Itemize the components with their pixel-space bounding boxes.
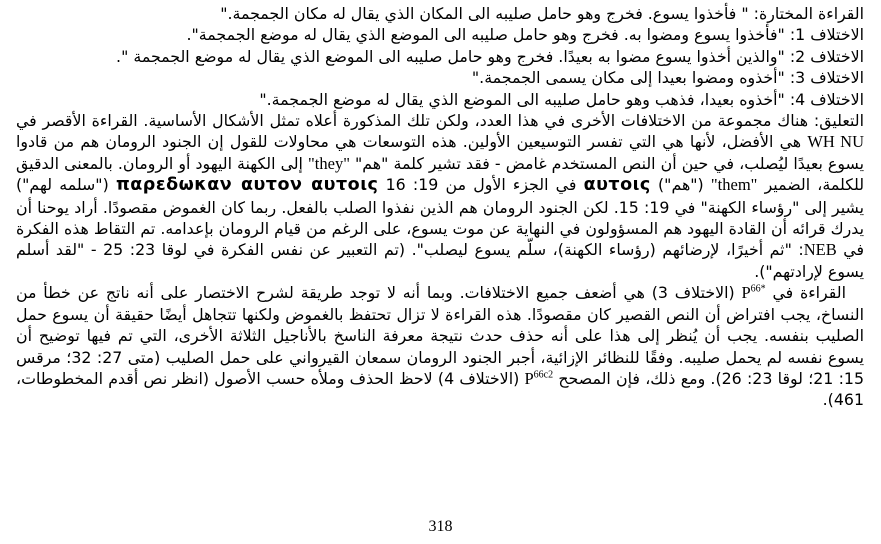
- chosen-reading: القراءة المختارة: " فأخذوا يسوع. فخرج وهو حامل صليبه الى المكان الذي يقال له مكان الجمجمة.": [220, 4, 864, 23]
- commentary-text-i: (الاختلاف 3) هي أضعف جميع الاختلافات. وبما أنه لا توجد طريقة لشرح الاختصار على أنه ناتج عن خطأ من النساخ، يجب افتراض أن النص القصير كان مقصودًا. هذه القراءة لا تزال تحتفظ بالغموض ولكنها تتجاهل أيضًا حقيقة أن يسوع حمل الصليب بنفسه. يجب أن يُنظر إلى هذا على أنه حذف حدث نتيجة معرفة الناسخ بالأناجيل الثلاثة الأخرى، التي تم فيها توضيح أن يسوع نفسه لم يحمل صليبه. وفقًا للنظائر الإزائية، أجبر الجنود الرومان سمعان القيرواني على حمل الصليب (متى 27: 32؛ مرقس 15: 21؛ لوقا 23: 26). ومع ذلك، فإن المصحح: [16, 283, 865, 388]
- commentary-text-f: ("سلمه لهم") يشير إلى "رؤساء الكهنة" في 19: 15. لكن الجنود الرومان هم الذين نفذوا الصلب بالفعل. ربما كان الغموض مقصودًا. أراد يوحنا أن يدرك قرائه أن القادة اليهود هم المسؤولون في النهاية عن موت يسوع، على الرغم من قيام الرومان بإعدامه. تم التقاط هذه الفكرة في: [16, 175, 864, 260]
- bible-version-neb: NEB: [803, 240, 837, 260]
- commentary-text-a: التعليق: هناك مجموعة من الاختلافات الأخرى في هذا العدد، ولكن تلك المذكورة أعلاه تمثل الأشكال الأساسية. القراءة الأقصر في: [16, 111, 864, 131]
- commentary-text-e: في الجزء الأول من 19: 16: [385, 175, 577, 195]
- page-number: 318: [428, 518, 453, 535]
- commentary-text-b: هي الأفضل، لأنها هي التي تفسر التوسيعين الأولين. هذه التوسعات هي محاولات للقول إن الجنود الرومان هم من قادوا يسوع بعيدًا ليُصلب، في حين أن النص المستخدم غامض - فقد تشير كلمة "هم": [16, 132, 864, 173]
- manuscript-p66c2: $P^{66c2}$: [524, 368, 554, 388]
- commentary-text-d: ("هم"): [658, 175, 704, 195]
- variant-3: الاختلاف 3: "أخذوه ومضوا بعيدا إلى مكان يسمى الجمجمة.": [471, 68, 864, 88]
- commentary-paragraph-2: [16, 282, 864, 410]
- variant-4: الاختلاف 4: "أخذوه بعيدا، فذهب وهو حامل صليبه الى الموضع الذي يقال له موضع الجمجمة.": [259, 89, 864, 109]
- variant-1: الاختلاف 1: "فأخذوا يسوع ومضوا به. فخرج وهو حامل صليبه الى الموضع الذي يقال له موضع الجمجمة".: [186, 25, 864, 45]
- greek-phrase: παρεδωκαν αυτον αυτοις: [115, 175, 379, 196]
- text-block: [16, 3, 864, 411]
- english-word-them: "them": [710, 175, 758, 195]
- commentary-text-c: إلى الكهنة اليهود أو الرومان. بالمعنى الدقيق للكلمة، الضمير: [16, 153, 865, 195]
- english-word-they: "they": [308, 153, 350, 173]
- commentary-text-j: (الاختلاف 4) لاحظ الحذف وملأه حسب الأصول (انظر نص أقدم المخطوطات، 461).: [16, 368, 864, 410]
- manuscript-p66: $P^{66*}$: [741, 283, 766, 303]
- commentary-text-h: القراءة في: [772, 283, 846, 303]
- variant-2: الاختلاف 2: "والذين أخذوا يسوع مضوا به بعيدًا. فخرج وهو حامل صليبه الى الموضع الذي يقال له موضع الجمجمة ".: [116, 46, 864, 66]
- greek-word-autois: αυτοις: [583, 175, 651, 196]
- commentary-paragraph-1: [16, 110, 864, 282]
- edition-siglum-wh-nu: WH NU: [807, 132, 864, 152]
- commentary-text-g: : "ثم أخيرًا، لإرضائهم (رؤساء الكهنة)، سلّم يسوع ليصلب". (تم التعبير عن نفس الفكرة في لوقا 23: 25 - "لقد أسلم يسوع لإرادتهم").: [16, 240, 864, 281]
